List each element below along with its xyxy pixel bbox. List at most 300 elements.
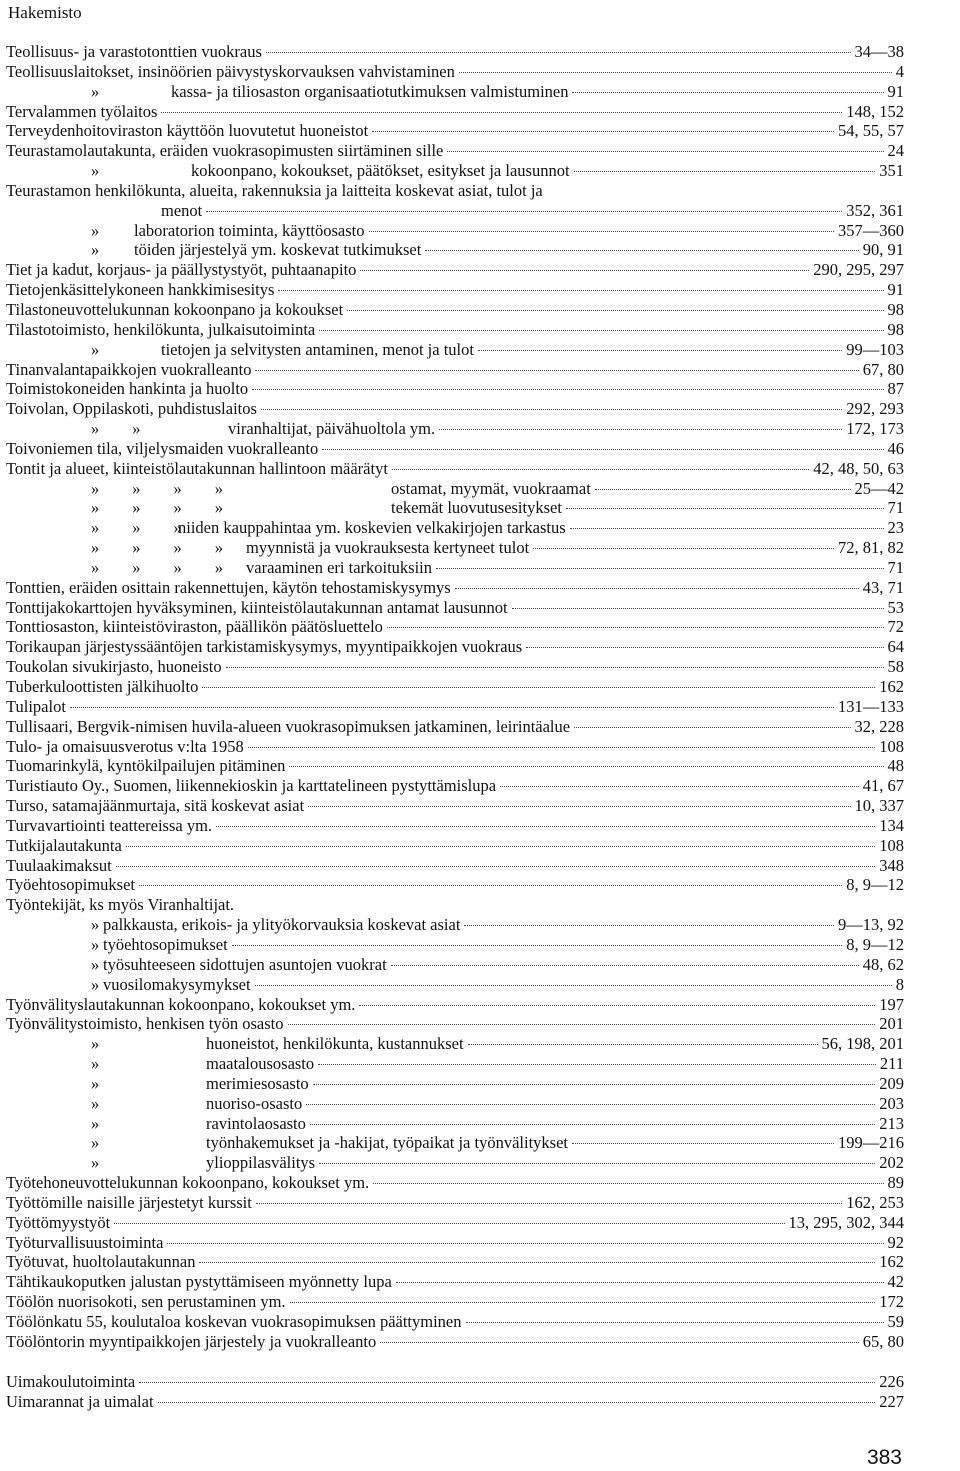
entry-pages: 131—133	[838, 696, 904, 716]
entry-label: Toivolan, Oppilaskoti, puhdistuslaitos	[6, 399, 257, 419]
entry-pages: 25—42	[854, 478, 904, 498]
entry-label: viranhaltijat, päivähuoltola ym.	[228, 419, 436, 439]
entry-label: Työttömyystyöt	[6, 1212, 111, 1232]
index-entry	[6, 737, 904, 757]
entry-text	[6, 479, 591, 499]
entry-pages: 59	[887, 1312, 904, 1331]
entry-label: työehtosopimukset	[103, 934, 228, 954]
dot-leader	[459, 72, 892, 73]
entry-label: menot	[161, 200, 203, 220]
dot-leader	[202, 687, 875, 688]
index-entry	[6, 915, 904, 935]
index-entry	[6, 1054, 904, 1074]
index-entry	[6, 379, 904, 399]
dot-leader	[319, 330, 883, 331]
entry-text	[6, 558, 432, 578]
entry-pages: 71	[887, 498, 904, 518]
index-entry	[6, 995, 904, 1015]
entry-pages: 209	[879, 1073, 904, 1093]
entry-label: Tervalammen työlaitos	[6, 101, 158, 121]
entry-pages: 108	[879, 736, 904, 756]
index-entry	[6, 1252, 904, 1272]
dot-leader	[380, 1342, 859, 1343]
entry-text	[6, 379, 248, 399]
index-entry	[6, 1372, 904, 1392]
entry-text	[6, 776, 496, 796]
dot-leader	[595, 489, 851, 490]
entry-text	[6, 181, 543, 201]
entry-label: Toivoniemen tila, viljelysmaiden vuokralleanto	[6, 438, 319, 458]
entry-label: Työnvälitystoimisto, henkisen työn osasto	[6, 1014, 284, 1034]
entry-pages: 162, 253	[846, 1192, 904, 1212]
entry-text	[6, 121, 368, 141]
entry-pages: 148, 152	[846, 101, 904, 121]
entry-label: kokoonpano, kokoukset, päätökset, esitykset ja lausunnot	[191, 161, 570, 181]
entry-pages: 162	[879, 1252, 904, 1272]
index-entry	[6, 1312, 904, 1332]
entry-pages: 201	[879, 1014, 904, 1034]
entry-label: Tonttiosaston, kiinteistöviraston, päällikön päätösluettelo	[6, 617, 383, 637]
entry-text	[6, 459, 388, 479]
index-entry	[6, 280, 904, 300]
dot-leader	[500, 786, 859, 787]
entry-label: Tulo- ja omaisuusverotus v:lta 1958	[6, 736, 244, 756]
entry-text	[6, 578, 451, 598]
entry-label: Tuomarinkylä, kyntökilpailujen pitäminen	[6, 756, 286, 776]
entry-text	[6, 1392, 154, 1412]
entry-label: Töölön nuorisokoti, sen perustaminen ym.	[6, 1292, 286, 1312]
entry-label: Tinanvalantapaikkojen vuokralleanto	[6, 359, 252, 379]
dot-leader	[313, 1084, 876, 1085]
index-entry	[6, 955, 904, 975]
ditto-mark: »	[91, 1054, 100, 1074]
entry-pages: 64	[887, 637, 904, 657]
entry-label: vuosilomakysymykset	[103, 974, 251, 994]
entry-label: Terveydenhoitoviraston käyttöön luovutetut huoneistot	[6, 121, 369, 141]
entry-text	[6, 895, 234, 915]
entry-text	[6, 637, 522, 657]
entry-text	[6, 875, 135, 895]
dot-leader	[468, 1044, 818, 1045]
entry-label: töiden järjestelyä ym. koskevat tutkimukset	[134, 240, 422, 260]
dot-leader	[278, 290, 883, 291]
entry-text	[6, 955, 387, 975]
index-entry	[6, 836, 904, 856]
entry-label: Tulipalot	[6, 696, 66, 716]
entry-text	[6, 856, 112, 876]
entry-text	[6, 1014, 284, 1034]
entry-text	[6, 915, 460, 935]
dot-leader	[359, 1005, 875, 1006]
entry-text	[6, 1094, 302, 1114]
entry-label: Turvavartiointi teattereissa ym.	[6, 815, 213, 835]
dot-leader	[288, 1024, 876, 1025]
entry-pages: 99—103	[846, 339, 904, 359]
entry-text	[6, 697, 66, 717]
entry-pages: 42, 48, 50, 63	[813, 458, 904, 478]
dot-leader	[373, 1183, 883, 1184]
index-entry	[6, 1173, 904, 1193]
entry-pages: 134	[879, 815, 904, 835]
entry-pages: 48, 62	[862, 954, 904, 974]
entry-label: työsuhteeseen sidottujen asuntojen vuokrat	[103, 954, 387, 974]
entry-text	[6, 975, 251, 995]
entry-label: Tietojenkäsittelykoneen hankkimisesitys	[6, 280, 275, 300]
dot-leader	[570, 528, 884, 529]
dot-leader	[289, 766, 883, 767]
entry-pages: 87	[887, 379, 904, 399]
entry-text	[6, 280, 274, 300]
index-entry	[6, 459, 904, 479]
index-entry	[6, 1332, 904, 1352]
index-entry	[6, 82, 904, 102]
entry-label: Työehtosopimukset	[6, 875, 136, 895]
entry-pages: 202	[879, 1153, 904, 1173]
entry-text	[6, 300, 343, 320]
entry-label: Teurastamon henkilökunta, alueita, rakennuksia ja laitteita koskevat asiat, tulot ja	[6, 180, 543, 200]
entry-text	[6, 995, 355, 1015]
index-entry	[6, 1193, 904, 1213]
entry-label: maatalousosasto	[206, 1054, 315, 1074]
index-entry	[6, 1014, 904, 1034]
entry-label: Torikaupan järjestyssääntöjen tarkistamiskysymys, myyntipaikkojen vuokraus	[6, 637, 523, 657]
entry-pages: 162	[879, 677, 904, 696]
entry-label: Tonttijakokarttojen hyväksyminen, kiinteistölautakunnan antamat lausunnot	[6, 597, 508, 617]
dot-leader	[533, 548, 834, 549]
entry-text	[6, 439, 318, 459]
entry-pages: 357—360	[838, 220, 904, 240]
ditto-mark: »	[91, 934, 100, 954]
entry-pages: 351	[879, 161, 904, 181]
entry-pages: 54, 55, 57	[838, 121, 904, 141]
dot-leader	[396, 1282, 884, 1283]
entry-label: ravintolaosasto	[206, 1113, 306, 1133]
entry-text	[6, 102, 157, 122]
entry-pages: 90, 91	[862, 240, 904, 260]
dot-leader	[447, 151, 883, 152]
entry-pages: 91	[887, 81, 904, 101]
entry-text	[6, 836, 122, 856]
entry-text	[6, 141, 443, 161]
entry-pages: 8, 9—12	[846, 875, 904, 895]
entry-text	[6, 518, 566, 538]
entry-text	[6, 161, 570, 181]
entry-label: Tontit ja alueet, kiinteistölautakunnan hallintoon määrätyt	[6, 458, 388, 478]
dot-leader	[306, 1104, 875, 1105]
dot-leader	[199, 1262, 875, 1263]
index-entry	[6, 300, 904, 320]
entry-pages: 8, 9—12	[846, 934, 904, 954]
entry-pages: 53	[887, 597, 904, 617]
index-entry	[6, 717, 904, 737]
dot-leader	[255, 370, 858, 371]
entry-label: ylioppilasvälitys	[206, 1153, 316, 1173]
index-entry	[6, 875, 904, 895]
index-entry	[6, 1392, 904, 1412]
dot-leader	[526, 647, 883, 648]
entry-text	[6, 598, 508, 618]
index-entry	[6, 1114, 904, 1134]
index-entry	[6, 399, 904, 419]
ditto-mark: » » » »	[91, 478, 223, 498]
dot-leader	[126, 846, 875, 847]
dot-leader	[216, 826, 875, 827]
index-entry	[6, 1133, 904, 1153]
entry-label: huoneistot, henkilökunta, kustannukset	[206, 1034, 464, 1054]
index-entry	[6, 935, 904, 955]
entry-label: Tullisaari, Bergvik-nimisen huvila-alueen vuokrasopimuksen jatkaminen, leirintäalue	[6, 716, 571, 736]
ditto-mark: » » » »	[91, 498, 223, 518]
entry-label: Työttömille naisille järjestetyt kurssit	[6, 1192, 252, 1212]
entry-text	[6, 935, 228, 955]
index-entry	[6, 856, 904, 876]
ditto-mark: »	[91, 1034, 100, 1054]
index-entry	[6, 201, 904, 221]
entry-text	[6, 1034, 464, 1054]
entry-pages: 8	[895, 974, 904, 994]
index-entry	[6, 141, 904, 161]
dot-leader	[572, 92, 883, 93]
dot-leader	[391, 965, 859, 966]
entry-label: Tiet ja kadut, korjaus- ja päällystystyöt, puhtaanapito	[6, 260, 357, 280]
index-entry	[6, 1034, 904, 1054]
entry-text	[6, 1193, 252, 1213]
dot-leader	[464, 925, 834, 926]
entry-text	[6, 498, 562, 518]
entry-pages: 72, 81, 82	[838, 538, 904, 558]
entry-pages: 197	[879, 994, 904, 1014]
entry-label: Toukolan sivukirjasto, huoneisto	[6, 657, 222, 677]
ditto-mark: » » »	[91, 518, 182, 538]
index-entry	[6, 776, 904, 796]
dot-leader	[256, 1203, 842, 1204]
entry-label: Turistiauto Oy., Suomen, liikennekioskin ja karttatelineen pystyttämislupa	[6, 776, 497, 796]
dot-leader	[436, 568, 883, 569]
entry-pages: 23	[887, 518, 904, 538]
ditto-mark: » »	[91, 419, 141, 439]
ditto-mark: » » » »	[91, 557, 223, 577]
entry-label: Tutkijalautakunta	[6, 835, 122, 855]
index-entry	[6, 816, 904, 836]
entry-label: Tuberkuloottisten jälkihuolto	[6, 677, 199, 696]
dot-leader	[512, 608, 884, 609]
dot-leader	[387, 627, 884, 628]
entry-label: Tähtikaukoputken jalustan pystyttämiseen myönnetty lupa	[6, 1272, 392, 1292]
index-entry	[6, 62, 904, 82]
entry-label: nuoriso-osasto	[206, 1093, 303, 1113]
entry-pages: 226	[879, 1371, 904, 1391]
entry-label: Työntekijät, ks myös Viranhaltijat.	[6, 895, 235, 915]
entry-label: Uimarannat ja uimalat	[6, 1391, 154, 1411]
index-entry	[6, 102, 904, 122]
entry-text	[6, 717, 570, 737]
entry-pages: 211	[879, 1054, 904, 1074]
entry-pages: 98	[887, 299, 904, 319]
entry-pages: 348	[879, 855, 904, 875]
dot-leader	[116, 866, 876, 867]
ditto-mark: »	[91, 974, 100, 994]
entry-pages: 24	[887, 141, 904, 161]
ditto-mark: »	[91, 915, 100, 935]
dot-leader	[232, 945, 843, 946]
index-entry	[6, 756, 904, 776]
entry-text	[6, 677, 198, 697]
dot-leader	[248, 747, 876, 748]
entry-label: Teollisuuslaitokset, insinöörien päivystyskorvauksen vahvistaminen	[6, 61, 455, 81]
entry-text	[6, 201, 202, 221]
index-entry	[6, 221, 904, 241]
entry-pages: 72	[887, 617, 904, 637]
entry-label: Töölönkatu 55, koulutaloa koskevan vuokrasopimuksen päättyminen	[6, 1312, 462, 1331]
entry-text	[6, 816, 212, 836]
entry-pages: 43, 71	[862, 577, 904, 597]
entry-text	[6, 1213, 110, 1233]
entry-pages: 67, 80	[862, 359, 904, 379]
index-entry	[6, 320, 904, 340]
dot-leader	[310, 1124, 875, 1125]
entry-text	[6, 1252, 195, 1272]
entry-label: Toimistokoneiden hankinta ja huolto	[6, 379, 249, 399]
entry-label: kassa- ja tiliosaston organisaatiotutkimuksen valmistuminen	[171, 81, 569, 101]
dot-leader	[572, 1143, 834, 1144]
ditto-mark: »	[91, 1073, 100, 1093]
index-entry	[6, 161, 904, 181]
entry-text	[6, 1054, 314, 1074]
entry-text	[6, 796, 304, 816]
index-list	[6, 42, 904, 1411]
entry-label: Työtuvat, huoltolautakunnan	[6, 1252, 196, 1272]
entry-text	[6, 737, 244, 757]
dot-leader	[574, 171, 876, 172]
ditto-mark: » » » »	[91, 538, 223, 558]
dot-leader	[425, 250, 858, 251]
entry-pages: 227	[879, 1391, 904, 1411]
dot-leader	[161, 112, 842, 113]
entry-text	[6, 82, 568, 102]
entry-pages: 56, 198, 201	[821, 1034, 904, 1054]
ditto-mark: »	[91, 161, 100, 181]
index-entry	[6, 340, 904, 360]
entry-text	[6, 320, 315, 340]
entry-pages: 10, 337	[854, 796, 904, 816]
entry-pages: 4	[895, 61, 904, 81]
entry-pages: 172, 173	[846, 419, 904, 439]
dot-leader	[226, 667, 884, 668]
entry-text	[6, 538, 529, 558]
dot-leader	[347, 310, 883, 311]
entry-label: laboratorion toiminta, käyttöosasto	[134, 220, 365, 240]
entry-text	[6, 1233, 163, 1253]
entry-text	[6, 657, 222, 677]
entry-pages: 352, 361	[846, 200, 904, 220]
entry-text	[6, 1133, 568, 1153]
entry-pages: 92	[887, 1232, 904, 1252]
entry-pages: 58	[887, 657, 904, 677]
dot-leader	[455, 588, 859, 589]
entry-pages: 98	[887, 319, 904, 339]
index-entry	[6, 617, 904, 637]
entry-text	[6, 756, 285, 776]
entry-label: Tuulaakimaksut	[6, 855, 112, 875]
index-entry	[6, 419, 904, 439]
index-entry	[6, 637, 904, 657]
entry-pages: 91	[887, 280, 904, 300]
entry-text	[6, 1332, 376, 1352]
entry-pages: 213	[879, 1113, 904, 1133]
entry-label: niiden kauppahintaa ym. koskevien velkakirjojen tarkastus	[178, 518, 566, 538]
ditto-mark: »	[91, 220, 100, 240]
entry-text	[6, 360, 251, 380]
entry-pages: 89	[887, 1173, 904, 1193]
entry-pages: 172	[879, 1292, 904, 1312]
dot-leader	[139, 885, 842, 886]
index-entry	[6, 558, 904, 578]
index-entry	[6, 1074, 904, 1094]
entry-text	[6, 42, 262, 62]
entry-label: Tilastotoimisto, henkilökunta, julkaisutoiminta	[6, 319, 316, 339]
entry-pages: 46	[887, 438, 904, 458]
entry-label: Tonttien, eräiden osittain rakennettujen, käytön tehostamiskysymys	[6, 577, 451, 597]
dot-leader	[114, 1223, 784, 1224]
index-entry	[6, 479, 904, 499]
entry-pages: 71	[887, 557, 904, 577]
dot-leader	[478, 350, 842, 351]
entry-label: Työtehoneuvottelukunnan kokoonpano, kokoukset ym.	[6, 1173, 370, 1193]
ditto-mark: »	[91, 240, 100, 260]
dot-leader	[266, 52, 851, 53]
entry-text	[6, 617, 383, 637]
index-entry	[6, 121, 904, 141]
page-number: 383	[866, 1446, 902, 1469]
entry-label: varaaminen eri tarkoituksiin	[246, 557, 433, 577]
entry-pages: 48	[887, 756, 904, 776]
index-entry	[6, 1272, 904, 1292]
dot-leader	[308, 806, 850, 807]
entry-label: Teollisuus- ja varastotonttien vuokraus	[6, 42, 262, 61]
index-entry	[6, 895, 904, 915]
dot-leader	[439, 429, 842, 430]
index-entry	[6, 1094, 904, 1114]
index-entry	[6, 657, 904, 677]
entry-text	[6, 1114, 306, 1134]
entry-pages: 203	[879, 1093, 904, 1113]
index-entry	[6, 260, 904, 280]
dot-leader	[369, 231, 834, 232]
index-entry	[6, 181, 904, 201]
dot-leader	[158, 1402, 876, 1403]
index-entry	[6, 1292, 904, 1312]
entry-pages: 34—38	[854, 42, 904, 61]
page-title: Hakemisto	[8, 3, 82, 22]
ditto-mark: »	[91, 1093, 100, 1113]
entry-label: Teurastamolautakunta, eräiden vuokrasopimusten siirtäminen sille	[6, 141, 444, 161]
index-entry	[6, 1233, 904, 1253]
dot-leader	[574, 727, 850, 728]
index-entry	[6, 578, 904, 598]
entry-label: Uimakoulutoiminta	[6, 1371, 136, 1391]
entry-pages: 290, 295, 297	[813, 260, 904, 280]
ditto-mark: »	[91, 954, 100, 974]
entry-label: Töölöntorin myyntipaikkojen järjestely ja vuokralleanto	[6, 1331, 377, 1351]
entry-pages: 41, 67	[862, 776, 904, 796]
ditto-mark: »	[91, 1113, 100, 1133]
index-entry	[6, 518, 904, 538]
entry-text	[6, 221, 365, 241]
index-entry	[6, 498, 904, 518]
index-entry	[6, 360, 904, 380]
entry-pages: 108	[879, 835, 904, 855]
entry-pages: 13, 295, 302, 344	[788, 1212, 904, 1232]
